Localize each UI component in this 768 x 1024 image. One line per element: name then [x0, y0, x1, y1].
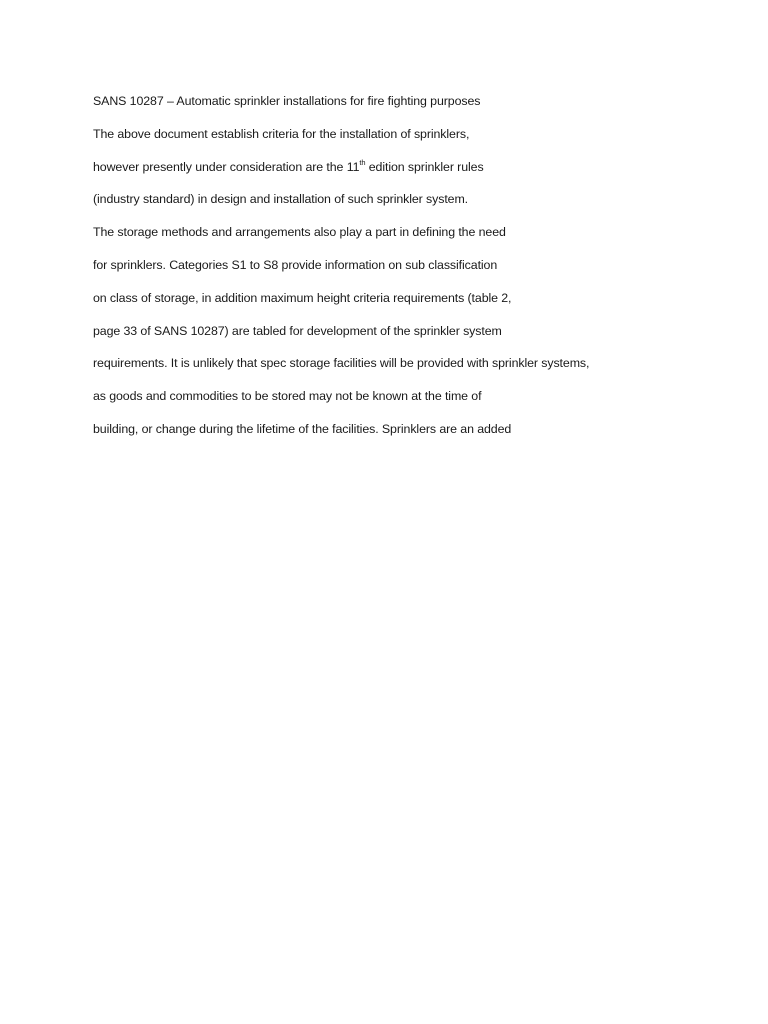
text-line: on class of storage, in addition maximum height criteria requirements (table 2, [93, 290, 512, 305]
text-line-with-superscript [93, 158, 733, 191]
text-segment: edition sprinkler rules [365, 159, 484, 174]
text-line: The above document establish criteria for the installation of sprinklers, [93, 126, 470, 141]
text-line: as goods and commodities to be stored may not be known at the time of [93, 389, 482, 404]
text-segment: however presently under consideration are the 11 [93, 159, 360, 174]
text-line: page 33 of SANS 10287) are tabled for development of the sprinkler system [93, 323, 502, 338]
document-body [93, 92, 733, 453]
document-heading-line: SANS 10287 – Automatic sprinkler installations for fire fighting purposes [93, 94, 481, 108]
text-line: for sprinklers. Categories S1 to S8 provide information on sub classification [93, 257, 498, 272]
superscript: th [359, 157, 366, 167]
text-line: requirements. It is unlikely that spec storage facilities will be provided with sprinkler systems, [93, 356, 590, 371]
text-line: The storage methods and arrangements also play a part in defining the need [93, 225, 506, 240]
text-line: building, or change during the lifetime of the facilities. Sprinklers are an added [93, 421, 512, 436]
text-line: (industry standard) in design and installation of such sprinkler system. [93, 192, 469, 207]
